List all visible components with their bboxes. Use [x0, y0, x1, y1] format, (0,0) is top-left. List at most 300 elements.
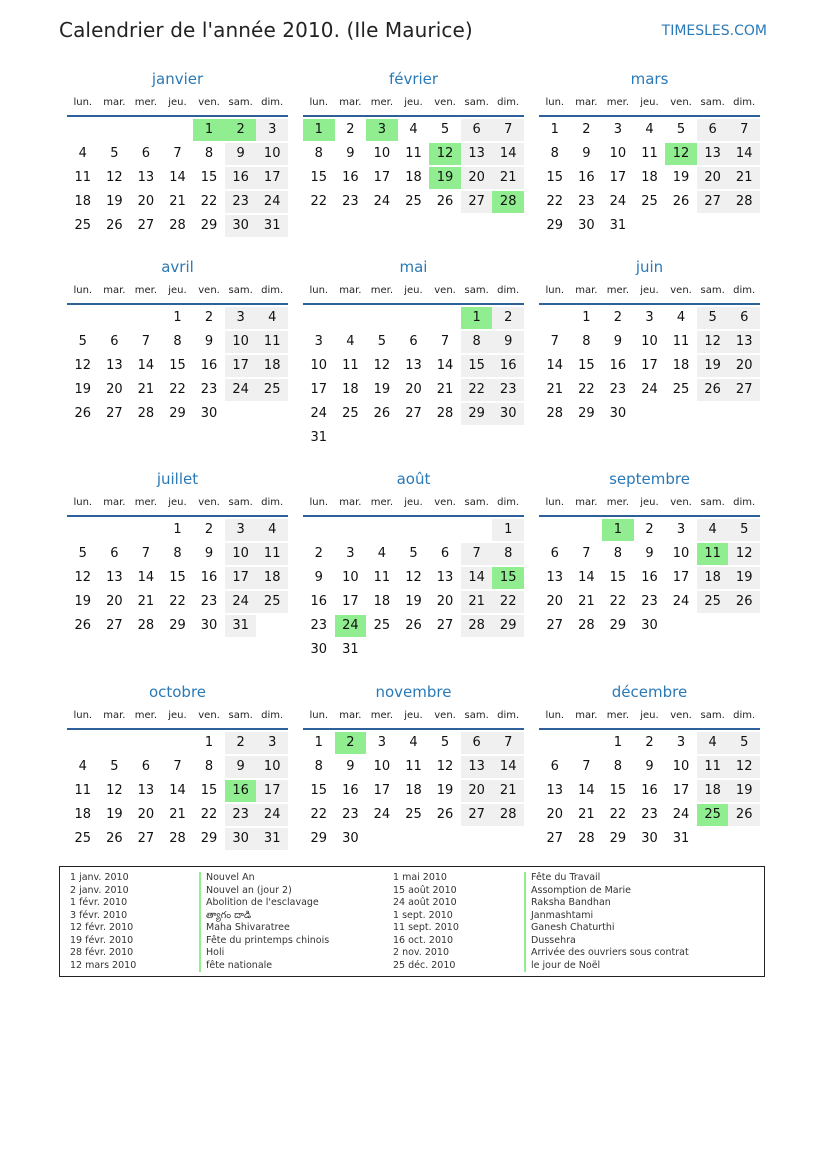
weekday-header — [539, 710, 760, 724]
weekday-label: lun. — [309, 285, 329, 296]
weekday-label: dim. — [497, 285, 520, 296]
holiday-names-col-1 — [199, 872, 329, 972]
day-cell: 12 — [405, 570, 422, 585]
holiday-date: 3 févr. 2010 — [70, 909, 128, 921]
day-cell: 4 — [676, 310, 686, 325]
day-cell: 19 — [697, 355, 729, 377]
holiday-names-col-2 — [524, 872, 689, 972]
month-divider — [539, 115, 760, 117]
day-cell: 25 — [342, 406, 359, 421]
day-cell: 19 — [373, 382, 391, 397]
page-title: Calendrier de l'année 2010. (Ile Maurice) — [59, 18, 473, 42]
weekday-label: dim. — [733, 497, 756, 508]
weekday-label: sam. — [464, 97, 489, 108]
day-cell: 18 — [405, 783, 422, 798]
weekday-label: dim. — [497, 710, 520, 721]
day-cell: 18 — [641, 170, 658, 185]
day-cell: 27 — [405, 406, 422, 421]
month-divider — [539, 728, 760, 730]
weekday-label: ven. — [434, 710, 456, 721]
day-cell: 30 — [492, 403, 524, 425]
holiday-date: 28 févr. 2010 — [70, 947, 134, 958]
day-cell: 15 — [578, 358, 595, 373]
weekday-label: ven. — [434, 285, 456, 296]
weekday-label: jeu. — [640, 497, 659, 508]
day-cell: 23 — [342, 194, 359, 209]
weekday-header — [539, 97, 760, 111]
day-cell: 14 — [492, 756, 524, 778]
weekday-label: mer. — [370, 285, 394, 296]
month-title: août — [396, 470, 431, 488]
day-cell: 29 — [546, 218, 564, 233]
day-cell: 9 — [645, 546, 654, 561]
day-cell: 24 — [373, 194, 391, 209]
day-cell: 19 — [405, 594, 422, 609]
day-cell: 27 — [106, 618, 123, 633]
weekday-label: dim. — [261, 497, 284, 508]
month-title: décembre — [611, 683, 688, 701]
day-cell: 11 — [405, 146, 422, 161]
day-cell: 23 — [641, 594, 658, 609]
day-cell: 26 — [373, 406, 391, 421]
month-divider — [303, 728, 524, 730]
day-cell: 6 — [550, 546, 559, 561]
day-cell: 19 — [74, 382, 92, 397]
holiday-dates-col-2 — [393, 872, 459, 972]
day-cell: 21 — [546, 382, 564, 397]
day-cell: 4 — [697, 519, 729, 541]
day-cell: 5 — [78, 334, 87, 349]
day-cell: 16 — [200, 358, 218, 373]
holiday-name: le jour de Noël — [531, 959, 601, 971]
day-cell: 19 — [106, 194, 123, 209]
day-cell: 27 — [697, 191, 729, 213]
day-cell: 15 — [200, 170, 218, 185]
day-cell: 17 — [672, 570, 690, 585]
month-title: avril — [161, 258, 194, 276]
month-title: mai — [399, 258, 428, 276]
day-cell: 23 — [641, 807, 658, 822]
day-cell: 9 — [645, 759, 654, 774]
weekday-label: mer. — [370, 497, 394, 508]
weekday-header — [67, 285, 288, 299]
day-cell: 4 — [256, 307, 288, 329]
weekday-label: mar. — [103, 497, 126, 508]
day-cell: 9 — [204, 546, 214, 561]
day-cell: 9 — [613, 334, 623, 349]
weekday-label: ven. — [670, 497, 692, 508]
day-cell: 10 — [256, 756, 288, 778]
holiday-day-cell: 1 — [193, 119, 225, 141]
day-cell: 18 — [697, 567, 729, 589]
holiday-name: Fête du Travail — [531, 872, 601, 883]
day-cell: 27 — [546, 618, 564, 633]
day-cell: 20 — [728, 355, 760, 377]
day-cell: 13 — [546, 570, 564, 585]
day-cell: 27 — [461, 191, 493, 213]
day-cell: 22 — [310, 807, 328, 822]
day-cell: 7 — [461, 543, 493, 565]
day-cell: 18 — [256, 355, 288, 377]
day-cell: 10 — [225, 543, 257, 565]
holiday-date: 1 mai 2010 — [393, 872, 447, 883]
day-cell: 1 — [173, 522, 182, 537]
day-cell: 18 — [74, 807, 92, 822]
holiday-legend — [59, 866, 765, 977]
month-divider — [539, 515, 760, 517]
holiday-date: 16 oct. 2010 — [393, 934, 454, 946]
weekday-label: sam. — [228, 710, 253, 721]
day-cell: 24 — [310, 406, 328, 421]
day-cell: 12 — [106, 170, 123, 185]
weekday-label: dim. — [497, 497, 520, 508]
day-cell: 31 — [256, 215, 288, 237]
day-cell: 31 — [342, 642, 359, 657]
day-cell: 4 — [78, 146, 87, 161]
holiday-day-cell: 2 — [335, 732, 367, 754]
day-cell: 3 — [676, 735, 686, 750]
day-cell: 12 — [373, 358, 391, 373]
weekday-label: jeu. — [404, 710, 423, 721]
weekday-label: mer. — [606, 497, 630, 508]
day-cell: 2 — [492, 307, 524, 329]
day-cell: 22 — [310, 194, 328, 209]
day-cell: 6 — [110, 334, 119, 349]
weekday-label: ven. — [670, 285, 692, 296]
day-cell: 23 — [492, 379, 524, 401]
day-cell: 13 — [697, 143, 729, 165]
weekday-label: lun. — [545, 285, 565, 296]
day-cell: 22 — [609, 594, 627, 609]
day-cell: 14 — [169, 170, 186, 185]
day-cell: 1 — [173, 310, 182, 325]
day-cell: 8 — [314, 146, 323, 161]
weekday-label: dim. — [261, 710, 284, 721]
month-title: novembre — [375, 683, 452, 701]
day-cell: 17 — [342, 594, 359, 609]
day-cell: 14 — [728, 143, 760, 165]
holiday-day-cell: 1 — [602, 519, 634, 541]
day-cell: 11 — [697, 756, 729, 778]
day-cell: 21 — [578, 807, 595, 822]
day-cell: 4 — [256, 519, 288, 541]
day-cell: 15 — [461, 355, 493, 377]
weekday-label: jeu. — [404, 497, 423, 508]
day-cell: 18 — [74, 194, 92, 209]
day-cell: 11 — [672, 334, 690, 349]
day-cell: 27 — [728, 379, 760, 401]
holiday-date: 1 janv. 2010 — [70, 872, 129, 883]
weekday-header — [539, 285, 760, 299]
day-cell: 25 — [405, 194, 422, 209]
day-cell: 6 — [697, 119, 729, 141]
holiday-day-cell: 24 — [335, 615, 367, 637]
weekday-label: mer. — [134, 710, 158, 721]
month-title: juillet — [156, 470, 199, 488]
day-cell: 24 — [225, 379, 257, 401]
day-cell: 6 — [141, 146, 151, 161]
day-cell: 30 — [609, 406, 627, 421]
weekday-label: lun. — [73, 710, 93, 721]
day-cell: 28 — [169, 218, 186, 233]
day-cell: 29 — [461, 403, 493, 425]
holiday-day-cell: 1 — [303, 119, 335, 141]
day-cell: 11 — [256, 543, 288, 565]
day-cell: 16 — [609, 358, 627, 373]
day-cell: 21 — [137, 594, 155, 609]
holiday-date: 2 nov. 2010 — [393, 947, 449, 958]
day-cell: 25 — [697, 591, 729, 613]
day-cell: 30 — [225, 828, 257, 850]
day-cell: 7 — [141, 546, 151, 561]
day-cell: 6 — [409, 334, 418, 349]
day-cell: 21 — [492, 780, 524, 802]
holiday-name: Janmashtami — [531, 909, 594, 921]
day-cell: 8 — [613, 759, 623, 774]
day-cell: 31 — [609, 218, 627, 233]
day-cell: 24 — [225, 591, 257, 613]
day-cell: 17 — [641, 358, 658, 373]
day-cell: 15 — [609, 570, 627, 585]
day-cell: 13 — [137, 170, 155, 185]
day-cell: 29 — [609, 831, 627, 846]
weekday-label: lun. — [73, 497, 93, 508]
weekday-label: dim. — [733, 285, 756, 296]
day-cell: 4 — [697, 732, 729, 754]
holiday-day-cell: 25 — [697, 804, 729, 826]
site-link[interactable]: TIMESLES.COM — [661, 23, 767, 39]
day-cell: 14 — [436, 358, 454, 373]
day-cell: 8 — [173, 546, 182, 561]
day-cell: 20 — [461, 780, 493, 802]
day-cell: 9 — [204, 334, 214, 349]
day-cell: 14 — [578, 570, 595, 585]
day-cell: 6 — [728, 307, 760, 329]
day-cell: 4 — [346, 334, 355, 349]
day-cell: 20 — [546, 807, 564, 822]
weekday-label: ven. — [198, 97, 220, 108]
holiday-name: Maha Shivaratree — [206, 922, 290, 933]
weekday-label: mar. — [103, 710, 126, 721]
day-cell: 12 — [74, 358, 92, 373]
month-divider — [303, 115, 524, 117]
weekday-label: mer. — [134, 97, 158, 108]
day-cell: 24 — [609, 194, 627, 209]
day-cell: 10 — [310, 358, 328, 373]
weekday-label: mar. — [339, 710, 362, 721]
day-cell: 23 — [342, 807, 359, 822]
holiday-name: Raksha Bandhan — [531, 897, 611, 908]
day-cell: 10 — [225, 331, 257, 353]
day-cell: 23 — [225, 191, 257, 213]
day-cell: 13 — [137, 783, 155, 798]
weekday-label: jeu. — [404, 285, 423, 296]
day-cell: 30 — [641, 618, 658, 633]
day-cell: 10 — [672, 759, 690, 774]
day-cell: 4 — [377, 546, 387, 561]
day-cell: 3 — [256, 119, 288, 141]
weekday-label: lun. — [309, 497, 329, 508]
holiday-name: Arrivée des ouvriers sous contrat — [531, 947, 689, 958]
holiday-name: Assomption de Marie — [531, 884, 632, 896]
day-cell: 11 — [342, 358, 359, 373]
day-cell: 26 — [106, 831, 123, 846]
day-cell: 4 — [409, 735, 418, 750]
weekday-label: mer. — [606, 285, 630, 296]
day-cell: 9 — [492, 331, 524, 353]
day-cell: 2 — [645, 735, 654, 750]
day-cell: 7 — [440, 334, 450, 349]
day-cell: 22 — [200, 807, 218, 822]
day-cell: 5 — [110, 759, 119, 774]
day-cell: 31 — [256, 828, 288, 850]
day-cell: 4 — [409, 122, 418, 137]
day-cell: 11 — [74, 170, 92, 185]
day-cell: 16 — [310, 594, 328, 609]
day-cell: 4 — [645, 122, 654, 137]
day-cell: 29 — [578, 406, 595, 421]
day-cell: 25 — [74, 831, 92, 846]
day-cell: 2 — [613, 310, 623, 325]
day-cell: 16 — [342, 783, 359, 798]
day-cell: 16 — [641, 783, 658, 798]
day-cell: 1 — [550, 122, 559, 137]
weekday-label: mar. — [575, 710, 598, 721]
day-cell: 27 — [546, 831, 564, 846]
day-cell: 6 — [461, 732, 493, 754]
weekday-header — [539, 497, 760, 511]
holiday-name: Dussehra — [531, 934, 576, 946]
day-cell: 30 — [200, 618, 218, 633]
day-cell: 31 — [672, 831, 690, 846]
day-cell: 13 — [436, 570, 454, 585]
month-title: juin — [635, 258, 664, 276]
day-cell: 21 — [169, 194, 186, 209]
day-cell: 25 — [256, 591, 288, 613]
day-cell: 16 — [641, 570, 658, 585]
day-cell: 10 — [373, 146, 391, 161]
day-cell: 26 — [697, 379, 729, 401]
day-cell: 18 — [405, 170, 422, 185]
day-cell: 7 — [728, 119, 760, 141]
weekday-label: mar. — [575, 285, 598, 296]
day-cell: 10 — [373, 759, 391, 774]
day-cell: 21 — [436, 382, 454, 397]
weekday-label: jeu. — [168, 497, 187, 508]
weekday-label: mar. — [339, 97, 362, 108]
day-cell: 21 — [461, 591, 493, 613]
month-divider — [303, 303, 524, 305]
weekday-label: lun. — [73, 97, 93, 108]
day-cell: 26 — [74, 406, 92, 421]
holiday-day-cell: 16 — [225, 780, 257, 802]
day-cell: 8 — [204, 759, 214, 774]
day-cell: 7 — [173, 146, 182, 161]
weekday-label: lun. — [73, 285, 93, 296]
day-cell: 22 — [169, 382, 186, 397]
day-cell: 21 — [492, 167, 524, 189]
weekday-header — [67, 497, 288, 511]
day-cell: 14 — [546, 358, 564, 373]
day-cell: 15 — [546, 170, 564, 185]
day-cell: 5 — [676, 122, 686, 137]
day-cell: 12 — [106, 783, 123, 798]
weekday-label: mar. — [575, 97, 598, 108]
day-cell: 7 — [492, 119, 524, 141]
holiday-day-cell: 3 — [366, 119, 398, 141]
day-cell: 30 — [641, 831, 658, 846]
day-cell: 18 — [697, 780, 729, 802]
holiday-date: 24 août 2010 — [393, 897, 457, 908]
weekday-label: sam. — [228, 497, 253, 508]
day-cell: 3 — [314, 334, 323, 349]
day-cell: 6 — [440, 546, 450, 561]
day-cell: 13 — [461, 143, 493, 165]
day-cell: 5 — [440, 122, 450, 137]
weekday-header — [303, 285, 524, 299]
day-cell: 10 — [672, 546, 690, 561]
day-cell: 12 — [697, 331, 729, 353]
day-cell: 31 — [225, 615, 257, 637]
day-cell: 3 — [613, 122, 623, 137]
day-cell: 30 — [200, 406, 218, 421]
weekday-label: ven. — [434, 497, 456, 508]
day-cell: 17 — [373, 783, 391, 798]
holiday-date: 2 janv. 2010 — [70, 884, 129, 896]
day-cell: 25 — [74, 218, 92, 233]
day-cell: 7 — [141, 334, 151, 349]
day-cell: 15 — [609, 783, 627, 798]
holiday-day-cell: 12 — [429, 143, 461, 165]
day-cell: 25 — [256, 379, 288, 401]
day-cell: 5 — [440, 735, 450, 750]
day-cell: 20 — [137, 807, 155, 822]
day-cell: 11 — [74, 783, 92, 798]
weekday-label: jeu. — [168, 97, 187, 108]
holiday-name: Fête du printemps chinois — [206, 934, 330, 946]
day-cell: 31 — [310, 430, 328, 445]
day-cell: 19 — [728, 567, 760, 589]
day-cell: 2 — [225, 732, 257, 754]
holiday-day-cell: 15 — [492, 567, 524, 589]
month-title: janvier — [151, 70, 204, 88]
day-cell: 20 — [436, 594, 454, 609]
day-cell: 20 — [697, 167, 729, 189]
day-cell: 17 — [609, 170, 627, 185]
holiday-day-cell: 11 — [697, 543, 729, 565]
day-cell: 29 — [169, 406, 186, 421]
day-cell: 8 — [204, 146, 214, 161]
day-cell: 26 — [405, 618, 422, 633]
day-cell: 14 — [461, 567, 493, 589]
weekday-header — [67, 710, 288, 724]
weekday-label: jeu. — [640, 710, 659, 721]
day-cell: 5 — [377, 334, 387, 349]
day-cell: 3 — [256, 732, 288, 754]
day-cell: 1 — [314, 735, 323, 750]
month-divider — [67, 115, 288, 117]
day-cell: 9 — [582, 146, 591, 161]
month-title: octobre — [148, 683, 207, 701]
weekday-label: mer. — [606, 710, 630, 721]
day-cell: 28 — [546, 406, 564, 421]
weekday-label: sam. — [228, 285, 253, 296]
day-cell: 16 — [578, 170, 595, 185]
day-cell: 14 — [137, 570, 155, 585]
day-cell: 19 — [672, 170, 690, 185]
day-cell: 7 — [582, 759, 591, 774]
day-cell: 1 — [613, 735, 623, 750]
